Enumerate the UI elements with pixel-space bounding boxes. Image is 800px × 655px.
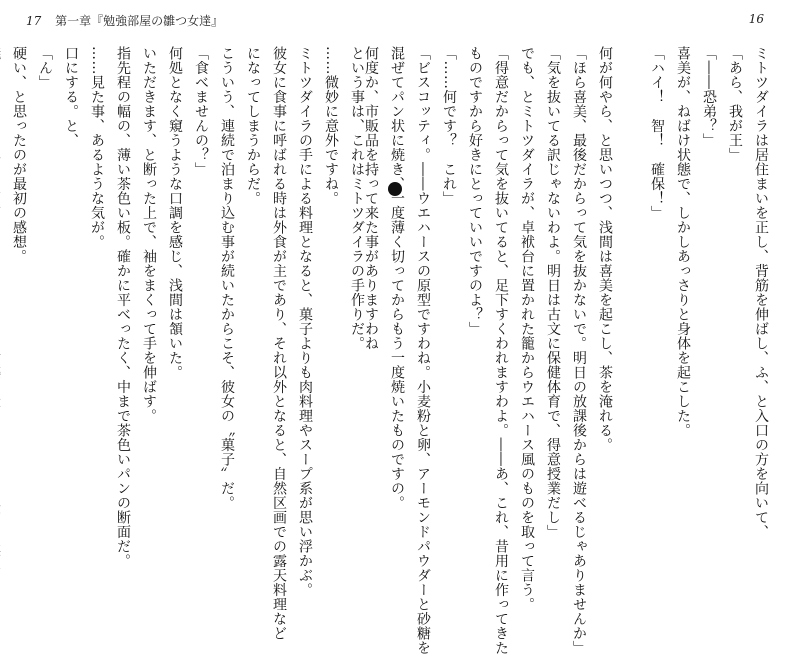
text-line: 「ハイ！ 智！ 確保！」 bbox=[649, 46, 665, 220]
text-line: 「ほら喜美、最後だからって気を抜かないで。明日の放課後からは遊べるじゃありませんか」 bbox=[571, 46, 587, 655]
text-line: 何度か、市販品を持って来た事がありますわね bbox=[363, 46, 379, 351]
right-page-body bbox=[363, 46, 774, 655]
text-line: 「ん」 bbox=[37, 46, 53, 90]
text-line: という事は、これはミトツダイラの手作りだ。 bbox=[349, 46, 365, 351]
text-line: 何が何やら、と思いつつ、浅間は喜美を起こし、茶を淹れる。 bbox=[597, 46, 613, 452]
text-line: 「食べませんの？」 bbox=[193, 46, 209, 177]
text-line: 指先程の幅の、薄い茶色い板。確かに平べったく、中まで茶色いパンの断面だ。 bbox=[115, 46, 131, 568]
right-page-header bbox=[749, 12, 774, 26]
text-line: 「……何です？ これ」 bbox=[441, 46, 457, 206]
text-line: 「あら、我が王」 bbox=[727, 46, 743, 162]
text-line: ……見た事、あるような気が。 bbox=[89, 46, 105, 249]
text-line: こういう、連続で泊まり込む事が続いたからこそ、彼女の〝菓子〟だ。 bbox=[219, 46, 235, 510]
text-line: ミトツダイラの手による料理となると、菓子よりも肉料理やスープ系が思い浮かぶ。 bbox=[297, 46, 313, 597]
text-line bbox=[0, 46, 6, 594]
text-line: になってしまうからだ。 bbox=[245, 46, 261, 206]
right-page-number: 16 bbox=[748, 12, 764, 26]
chapter-title: 第一章『勉強部屋の雛つ女達』 bbox=[55, 14, 224, 28]
text-line: 「ビスコッティ。――ウエハースの原型ですわね。小麦粉と卵、アーモンドパウダーと砂糖を bbox=[415, 46, 431, 655]
text-line: 混ぜてパン状に焼き、一度薄く切ってからもう一度焼いたものですの。 bbox=[389, 46, 405, 510]
text-line: いただきます、と断った上で、袖をまくって手を伸ばす。 bbox=[141, 46, 157, 423]
text-line: 「――恐弟？」 bbox=[701, 46, 717, 148]
text-line: 口にする。と、 bbox=[63, 46, 79, 148]
left-page-header bbox=[26, 12, 223, 29]
text-line: でも、とミトツダイラが、卓袱台に置かれた籠からウエハース風のものを取って言う。 bbox=[519, 46, 535, 612]
text-line: ……微妙に意外ですね。 bbox=[323, 46, 339, 206]
text-line: ミトツダイラは居住まいを正し、背筋を伸ばし、ふ、と入口の方を向いて、 bbox=[753, 46, 769, 539]
text-line: 硬い、と思ったのが最初の感想。 bbox=[11, 46, 27, 264]
text-line bbox=[618, 46, 644, 594]
left-page-body bbox=[11, 46, 370, 641]
text-line: ものですから好きにとっていいですのよ？」 bbox=[467, 46, 483, 336]
text-line: 何処となく窺うような口調を感じ、浅間は頷いた。 bbox=[167, 46, 183, 380]
left-page-number: 17 bbox=[26, 14, 42, 28]
text-line: 「気を抜いてる訳じゃないわよ。明日は古文に保健体育で、得意授業だし」 bbox=[545, 46, 561, 539]
text-line: 彼女に食事に呼ばれる時は外食が主であり、それ以外となると、自然区画での露天料理など bbox=[271, 46, 287, 641]
text-line: 「得意だからって気を抜いてると、足下すくわれますわよ。――あ、これ、昔用に作ってきた bbox=[493, 46, 509, 655]
text-line: 喜美が、ねばけ状態で、しかしあっさりと身体を起こした。 bbox=[675, 46, 691, 438]
